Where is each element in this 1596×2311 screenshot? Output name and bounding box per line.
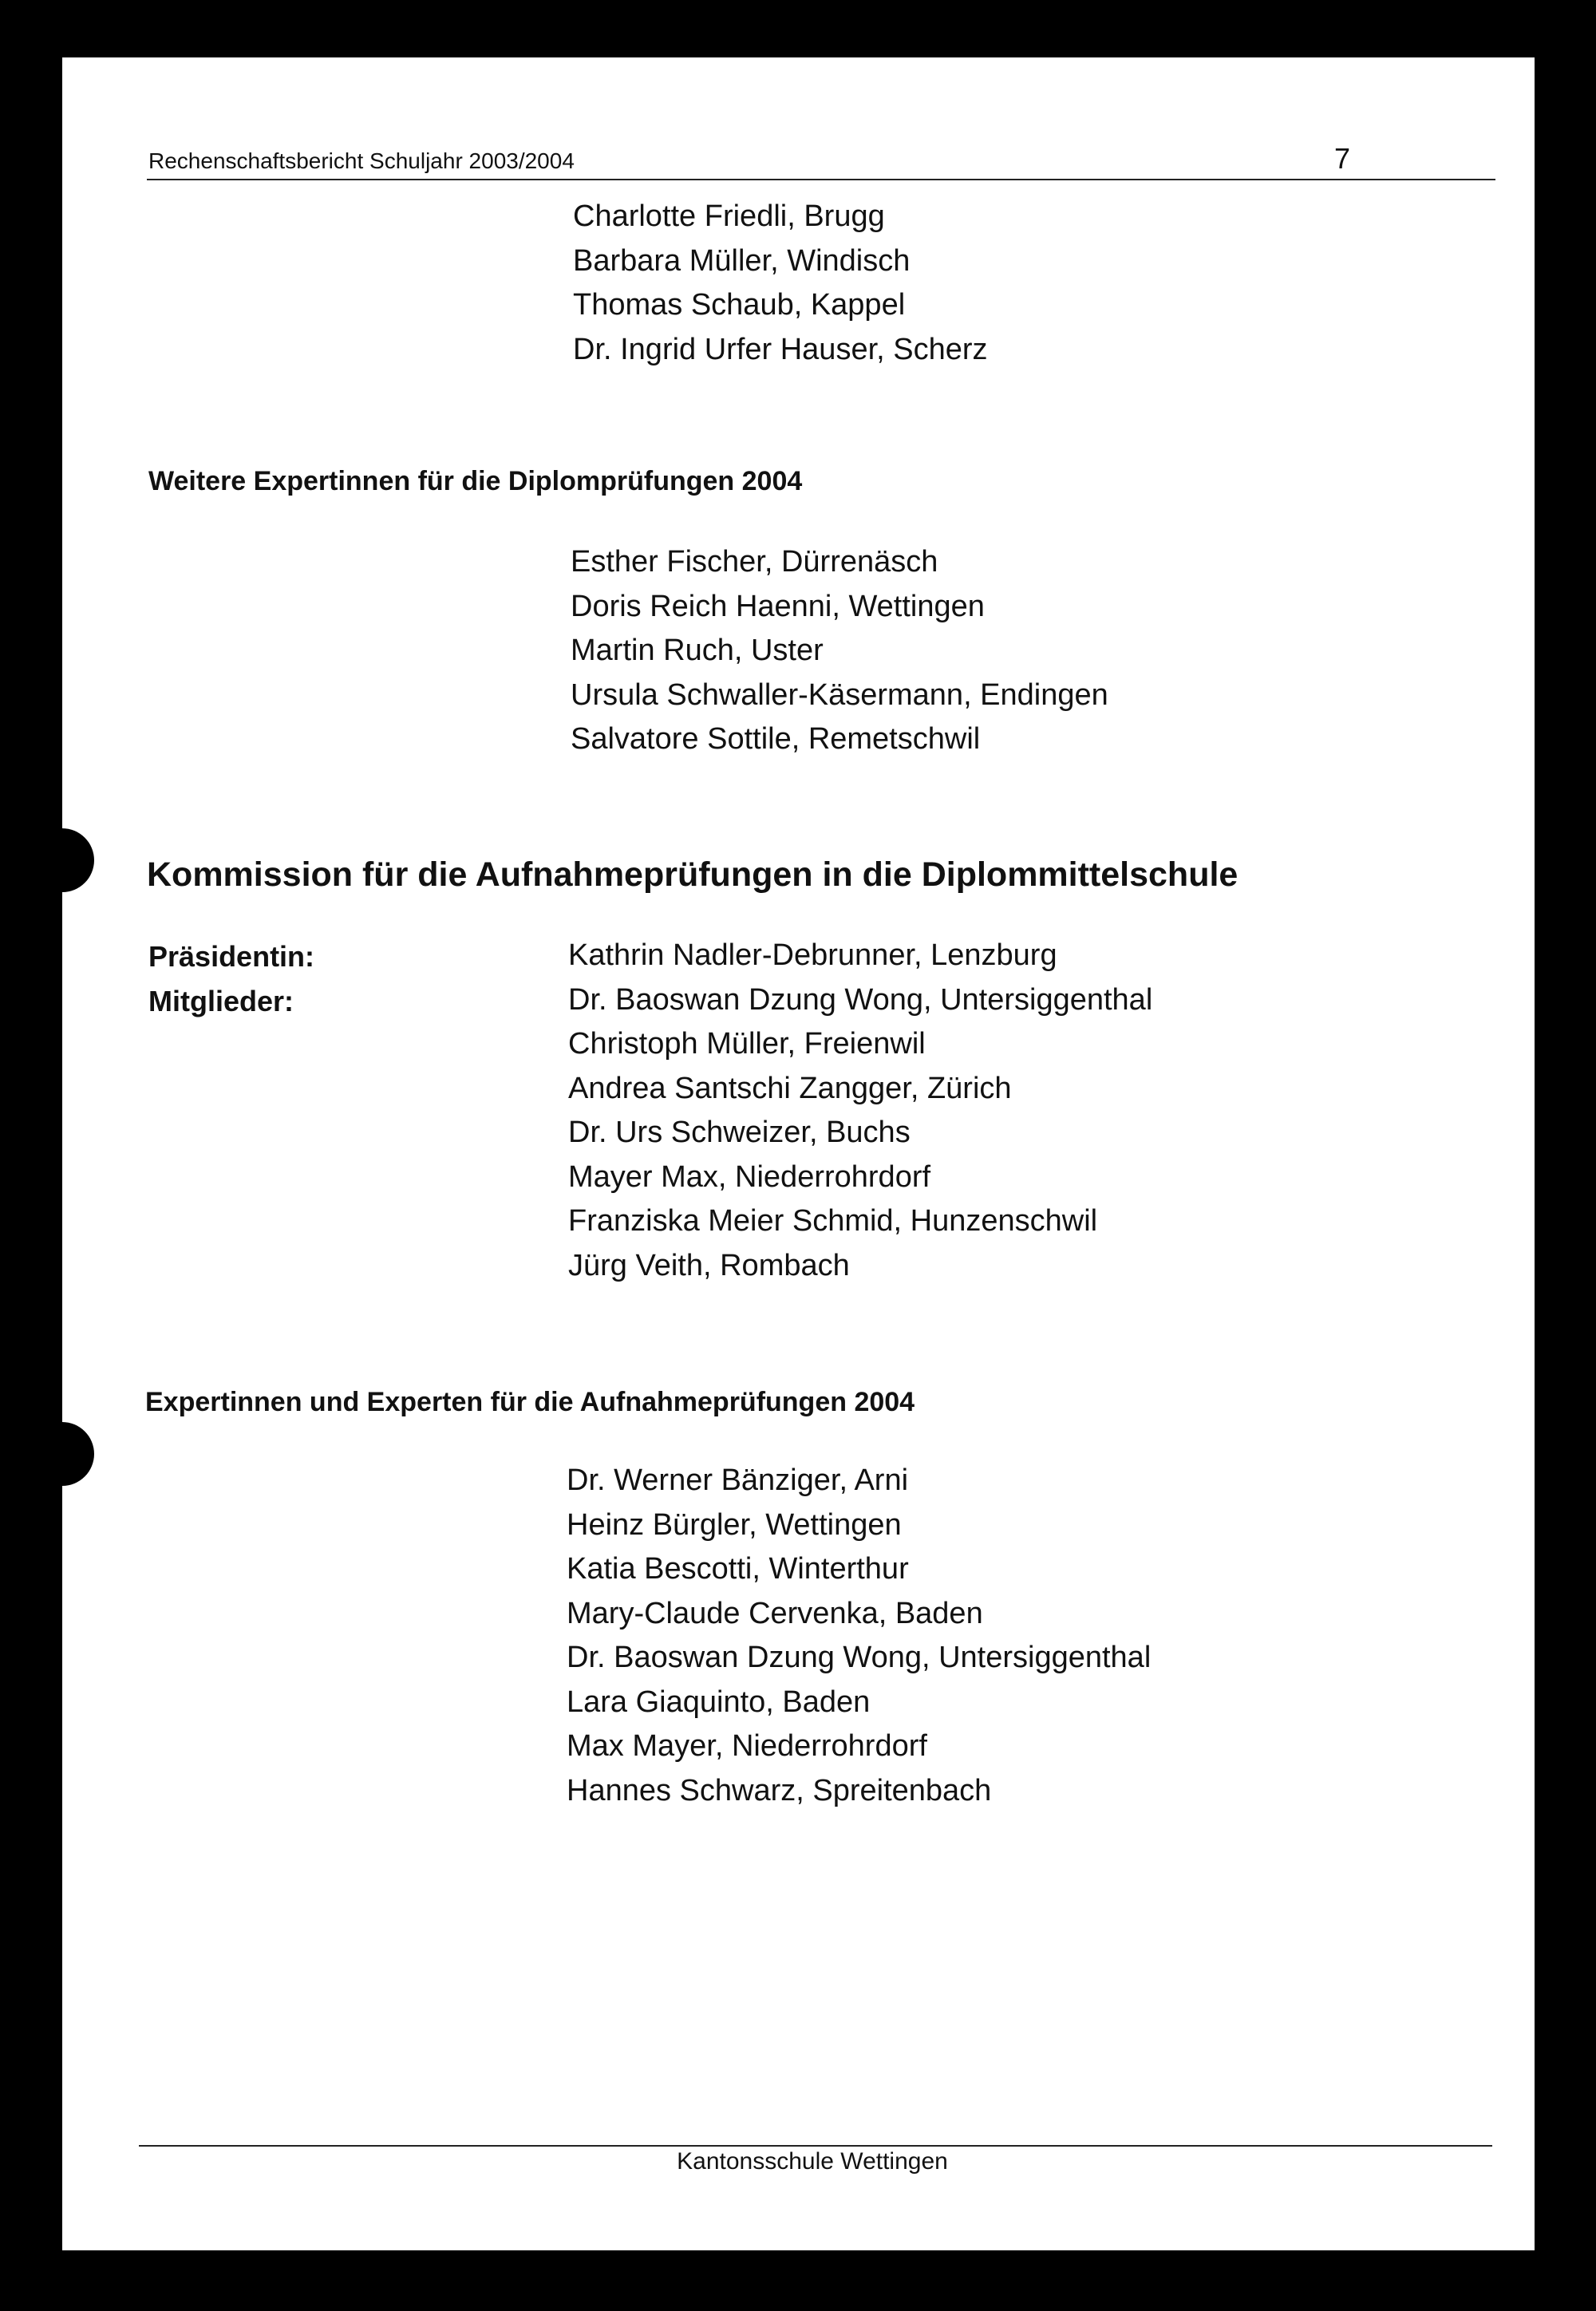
commission-list: [568, 934, 1152, 1288]
list-item: Mary-Claude Cervenka, Baden: [567, 1596, 983, 1630]
diploma-experts-heading: Weitere Expertinnen für die Diplomprüfungen 2004: [148, 466, 803, 496]
list-item: Jürg Veith, Rombach: [568, 1248, 850, 1282]
list-item: Dr. Werner Bänziger, Arni: [567, 1464, 909, 1497]
list-item: Dr. Baoswan Dzung Wong, Untersiggenthal: [567, 1641, 1152, 1674]
list-item: Thomas Schaub, Kappel: [573, 288, 906, 322]
president-label: Präsidentin:: [148, 940, 315, 973]
list-item: Dr. Ingrid Urfer Hauser, Scherz: [573, 332, 988, 366]
list-item: Max Mayer, Niederrohrdorf: [567, 1729, 927, 1763]
punch-hole: [30, 828, 94, 892]
header-title: Rechenschaftsbericht Schuljahr 2003/2004: [148, 148, 575, 173]
page-number: 7: [1334, 142, 1351, 175]
commission-title: Kommission für die Aufnahmeprüfungen in die Diplommittelschule: [147, 855, 1238, 894]
footer-divider: [139, 2145, 1492, 2147]
list-item: Dr. Urs Schweizer, Buchs: [568, 1116, 911, 1149]
members-label: Mitglieder:: [148, 985, 294, 1017]
list-item: Lara Giaquinto, Baden: [567, 1685, 871, 1719]
list-item: Kathrin Nadler-Debrunner, Lenzburg: [568, 938, 1057, 972]
list-item: Heinz Bürgler, Wettingen: [567, 1507, 902, 1542]
list-item: Charlotte Friedli, Brugg: [573, 199, 885, 233]
list-item: Martin Ruch, Uster: [571, 634, 824, 667]
continued-name-list: [573, 195, 988, 372]
list-item: Andrea Santschi Zangger, Zürich: [568, 1071, 1012, 1105]
list-item: Doris Reich Haenni, Wettingen: [571, 589, 985, 623]
footer-text: Kantonsschule Wettingen: [677, 2148, 948, 2175]
list-item: Mayer Max, Niederrohrdorf: [568, 1159, 931, 1194]
list-item: Salvatore Sottile, Remetschwil: [571, 722, 981, 756]
list-item: Christoph Müller, Freienwil: [568, 1027, 926, 1061]
diploma-experts-list: [571, 540, 1108, 762]
list-item: Dr. Baoswan Dzung Wong, Untersiggenthal: [568, 982, 1153, 1017]
list-item: Hannes Schwarz, Spreitenbach: [567, 1773, 992, 1807]
header-divider: [147, 179, 1495, 180]
admission-experts-heading: Expertinnen und Experten für die Aufnahmeprüfungen 2004: [145, 1387, 915, 1417]
list-item: Esther Fischer, Dürrenäsch: [571, 545, 938, 579]
list-item: Barbara Müller, Windisch: [573, 243, 911, 278]
list-item: Franziska Meier Schmid, Hunzenschwil: [568, 1204, 1098, 1238]
list-item: Katia Bescotti, Winterthur: [567, 1552, 909, 1586]
document-page: [62, 57, 1535, 2250]
list-item: Ursula Schwaller-Käsermann, Endingen: [571, 677, 1108, 712]
admission-experts-list: [567, 1459, 1151, 1813]
punch-hole: [30, 1422, 94, 1486]
